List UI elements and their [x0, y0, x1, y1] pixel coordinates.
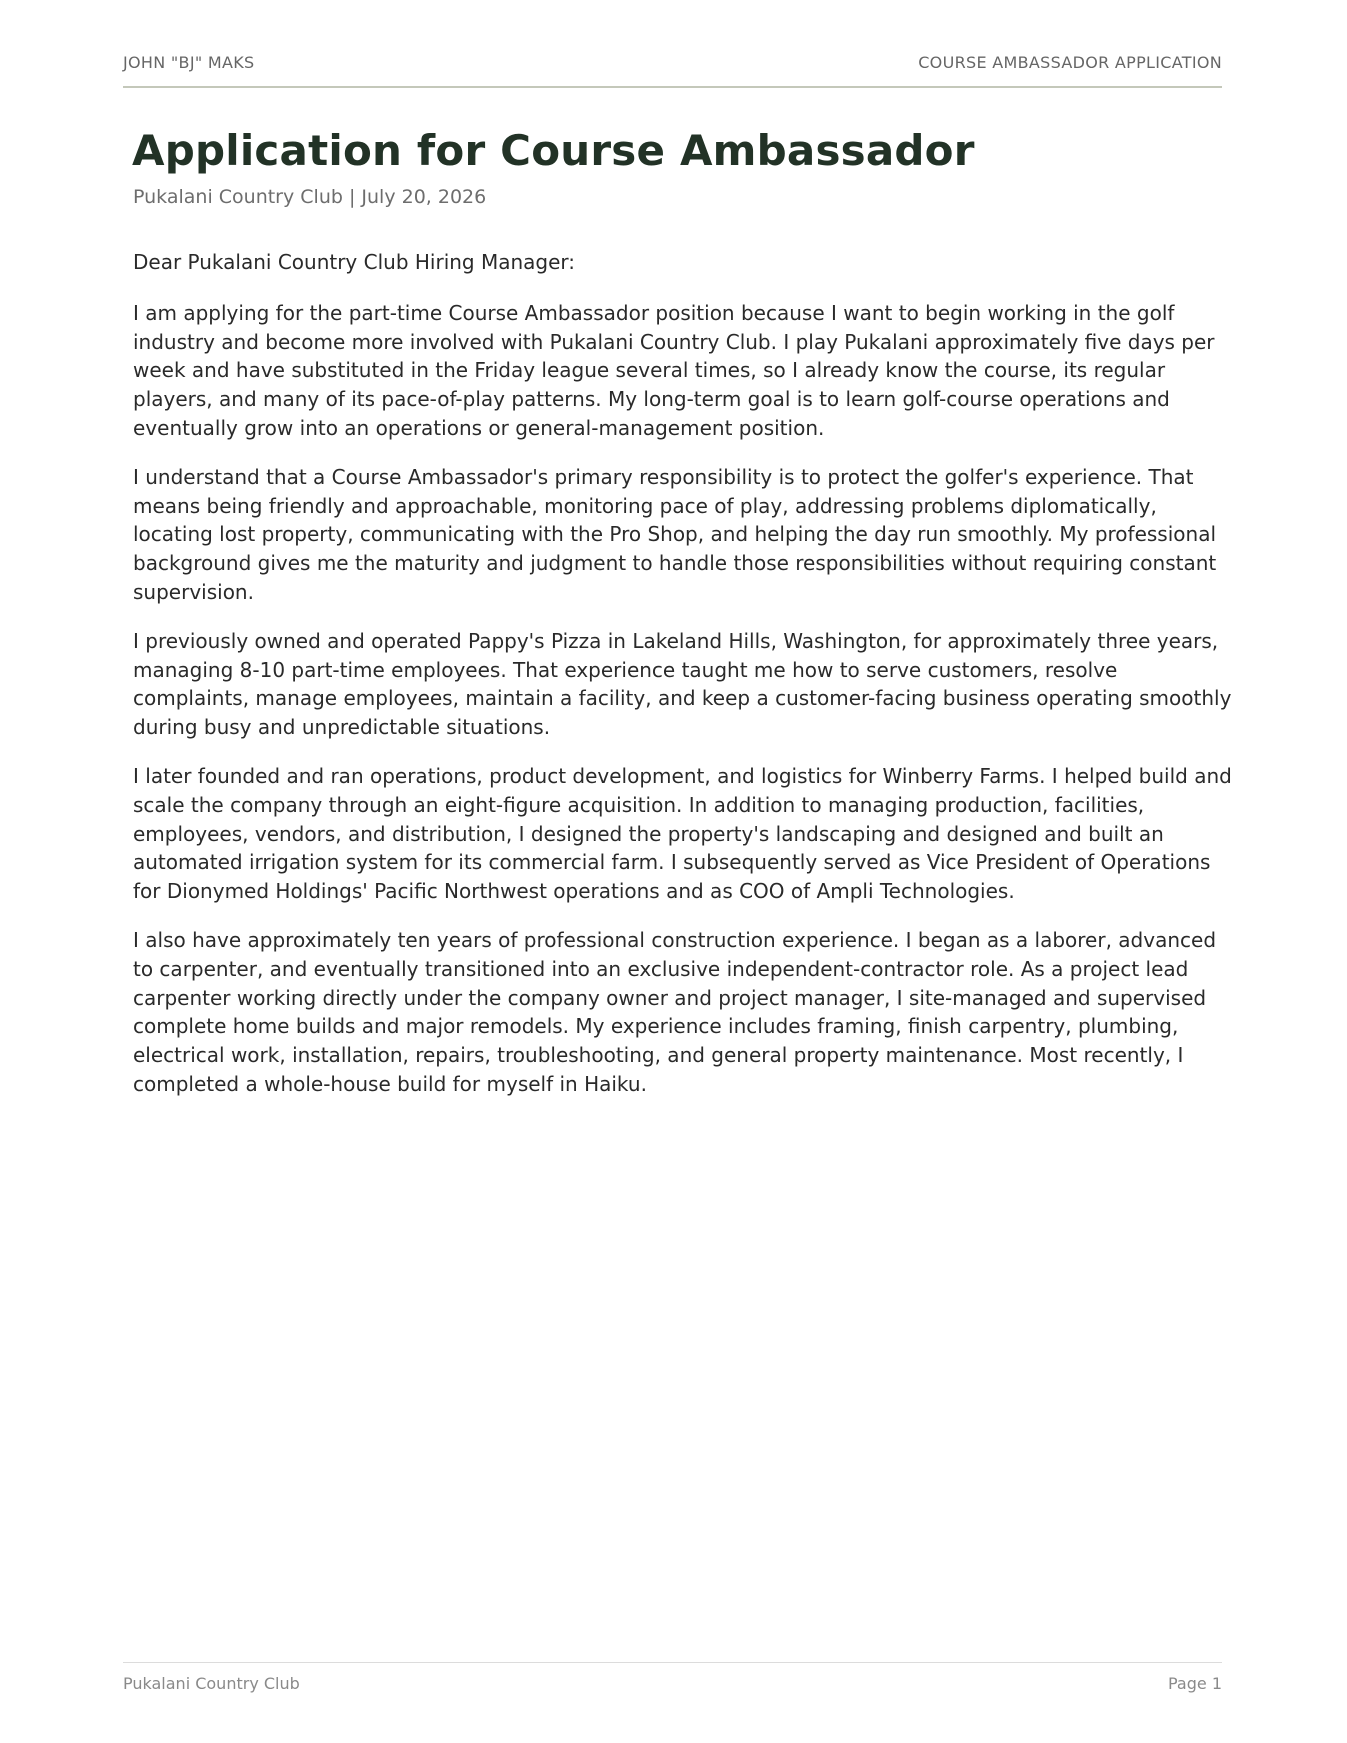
header-document-type: COURSE AMBASSADOR APPLICATION: [918, 53, 1222, 72]
letter-body: [133, 248, 1233, 1119]
page-header: [123, 50, 1222, 88]
footer-organization: Pukalani Country Club: [123, 1674, 300, 1693]
body-paragraph-4: I later founded and ran operations, product development, and logistics for Winberry Farms. I helped build and scale the company through an eight-figure acquisition. In addition to managing production, facilities, employees, vendors, and distribution, I designed the property's landscaping and designed and built an automated irrigation system for its commercial farm. I subsequently served as Vice President of Operations for Dionymed Holdings' Pacific Northwest operations and as COO of Ampli Technologies.: [133, 763, 1232, 904]
body-paragraph-1: I am applying for the part-time Course Ambassador position because I want to begin working in the golf industry and become more involved with Pukalani Country Club. I play Pukalani approximately five days per week and have substituted in the Friday league several times, so I already know the course, its regular players, and many of its pace-of-play patterns. My long-term goal is to learn golf-course operations and eventually grow into an operations or general-management position.: [133, 300, 1215, 440]
footer-page-number: Page 1: [1168, 1674, 1222, 1693]
page-footer: [123, 1662, 1222, 1696]
body-paragraph-2: I understand that a Course Ambassador's primary responsibility is to protect the golfer's experience. That means being friendly and approachable, monitoring pace of play, addressing problems diplomatically, locating lost property, communicating with the Pro Shop, and helping the day run smoothly. My professional background gives me the maturity and judgment to handle those responsibilities without requiring constant supervision.: [133, 464, 1217, 604]
page-subtitle: Pukalani Country Club | July 20, 2026: [133, 186, 487, 208]
salutation: Dear Pukalani Country Club Hiring Manager:: [133, 250, 576, 274]
body-paragraph-3: I previously owned and operated Pappy's Pizza in Lakeland Hills, Washington, for approximately three years, managing 8-10 part-time employees. That experience taught me how to serve customers, resolve complaints, manage employees, maintain a facility, and keep a customer-facing business operating smoothly during busy and unpredictable situations.: [133, 628, 1232, 740]
header-author-name: JOHN "BJ" MAKS: [123, 53, 255, 72]
body-paragraph-5: I also have approximately ten years of professional construction experience. I began as a laborer, advanced to carpenter, and eventually transitioned into an exclusive independent-contractor role. As a project lead carpenter working directly under the company owner and project manager, I site-managed and supervised complete home builds and major remodels. My experience includes framing, finish carpentry, plumbing, electrical work, installation, repairs, troubleshooting, and general property maintenance. Most recently, I completed a whole-house build for myself in Haiku.: [133, 927, 1217, 1096]
page-title: Application for Course Ambassador: [132, 126, 975, 175]
